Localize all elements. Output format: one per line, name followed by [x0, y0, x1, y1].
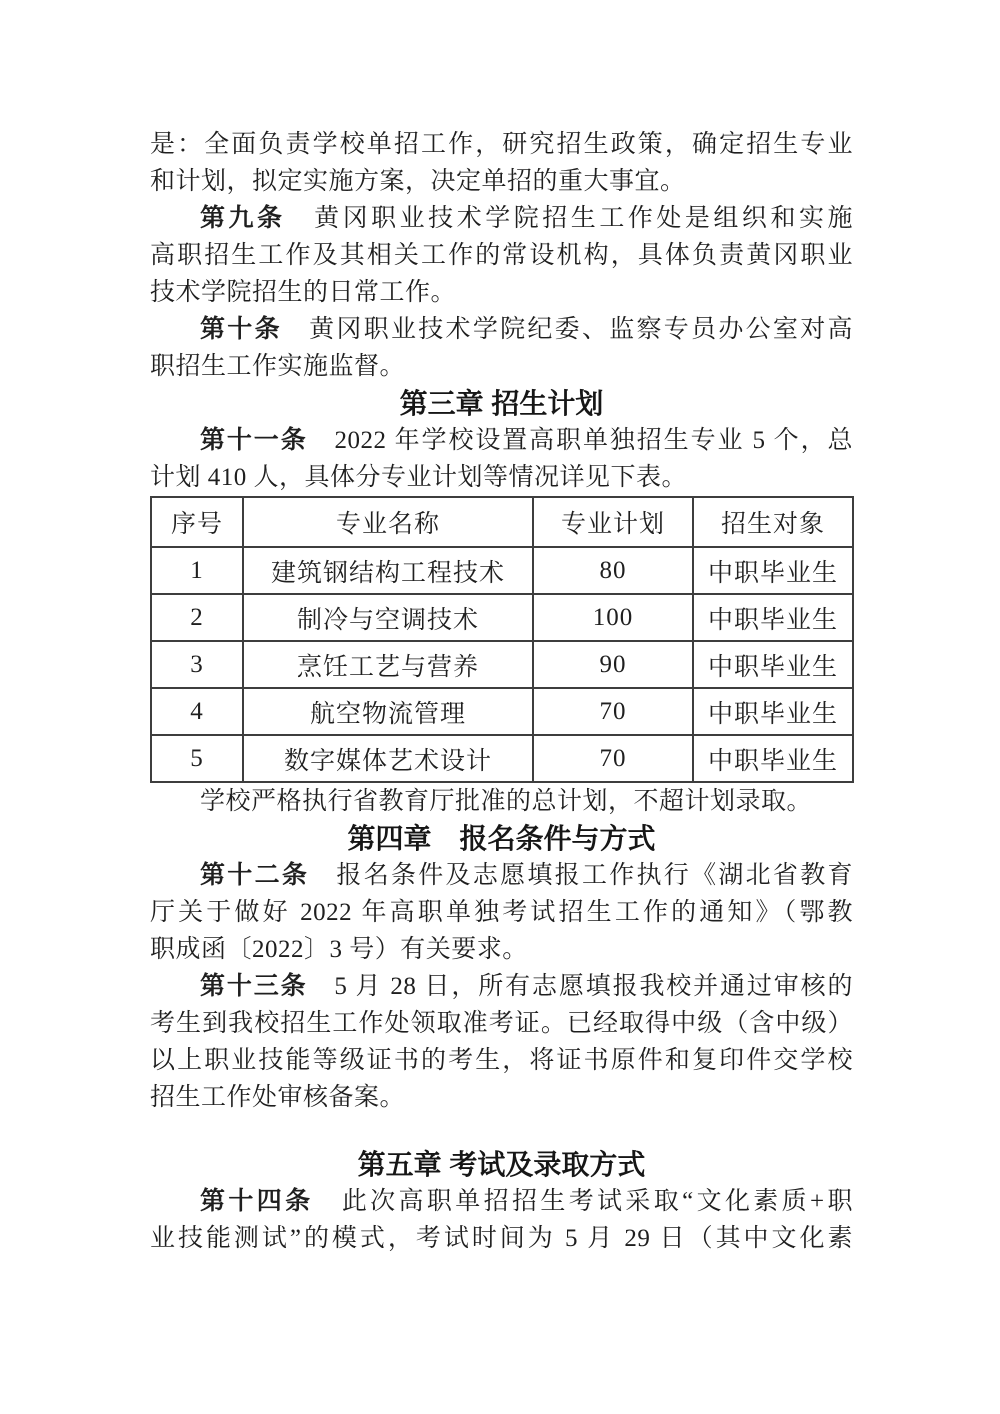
text-line: 考生到我校招生工作处领取准考证。已经取得中级（含中级） [150, 1010, 853, 1037]
table-row [151, 547, 853, 594]
text-line: 第十四条 此次高职单招招生考试采取“文化素质+职 [200, 1187, 853, 1215]
spacer [150, 1116, 853, 1146]
enrollment-plan-table [150, 496, 854, 783]
col-header-target: 招生对象 [693, 497, 853, 547]
cell-major-name: 烹饪工艺与营养 [243, 641, 533, 688]
cell-plan: 70 [533, 688, 693, 735]
text-line: 高职招生工作及其相关工作的常设机构，具体负责黄冈职业 [150, 242, 853, 269]
paragraph [150, 968, 853, 1116]
paragraph [150, 200, 853, 311]
text-line: 第十条 黄冈职业技术学院纪委、监察专员办公室对高 [200, 315, 853, 343]
cell-target: 中职毕业生 [693, 641, 853, 688]
text-line: 第十三条 5 月 28 日，所有志愿填报我校并通过审核的 [200, 972, 853, 1000]
col-header-plan: 专业计划 [533, 497, 693, 547]
article-number: 第十二条 [200, 861, 310, 889]
text-line: 职招生工作实施监督。 [150, 353, 406, 380]
paragraph [150, 1183, 853, 1257]
cell-index: 3 [151, 641, 243, 688]
cell-plan: 70 [533, 735, 693, 782]
text-line: 厅关于做好 2022 年高职单独考试招生工作的通知》（鄂教 [150, 899, 853, 926]
text-line: 第十一条 2022 年学校设置高职单独招生专业 5 个，总 [200, 426, 853, 454]
cell-index: 2 [151, 594, 243, 641]
text-line: 第九条 黄冈职业技术学院招生工作处是组织和实施 [200, 204, 853, 232]
cell-target: 中职毕业生 [693, 735, 853, 782]
chapter-heading: 第五章 考试及录取方式 [357, 1149, 646, 1180]
cell-target: 中职毕业生 [693, 688, 853, 735]
text-line: 学校严格执行省教育厅批准的总计划，不超计划录取。 [200, 788, 813, 815]
col-header-index: 序号 [151, 497, 243, 547]
col-header-major-name: 专业名称 [243, 497, 533, 547]
chapter-heading: 第四章 报名条件与方式 [347, 823, 656, 854]
paragraph [150, 783, 853, 820]
table-row [151, 594, 853, 641]
content-after-table [150, 783, 853, 1257]
cell-index: 5 [151, 735, 243, 782]
paragraph [150, 422, 853, 496]
table-row [151, 735, 853, 782]
table-row [151, 688, 853, 735]
text-line: 技术学院招生的日常工作。 [150, 279, 457, 306]
cell-target: 中职毕业生 [693, 547, 853, 594]
paragraph [150, 126, 853, 200]
cell-index: 4 [151, 688, 243, 735]
article-number: 第九条 [200, 204, 286, 232]
article-number: 第十三条 [200, 972, 308, 1000]
text-line: 职成函〔2022〕3 号）有关要求。 [150, 936, 528, 963]
cell-index: 1 [151, 547, 243, 594]
text-line: 是：全面负责学校单招工作，研究招生政策，确定招生专业 [150, 131, 853, 158]
content-before-table [150, 126, 853, 496]
text-line: 计划 410 人，具体分专业计划等情况详见下表。 [150, 464, 688, 491]
table-header-row [151, 497, 853, 547]
article-number: 第十四条 [200, 1187, 314, 1215]
cell-major-name: 航空物流管理 [243, 688, 533, 735]
cell-plan: 80 [533, 547, 693, 594]
plan-table-body [151, 547, 853, 782]
text-line: 以上职业技能等级证书的考生，将证书原件和复印件交学校 [150, 1047, 853, 1074]
cell-major-name: 建筑钢结构工程技术 [243, 547, 533, 594]
cell-plan: 100 [533, 594, 693, 641]
text-line: 招生工作处审核备案。 [150, 1084, 406, 1111]
article-number: 第十条 [200, 315, 282, 343]
cell-target: 中职毕业生 [693, 594, 853, 641]
text-line: 和计划，拟定实施方案，决定单招的重大事宜。 [150, 168, 686, 195]
paragraph [150, 311, 853, 385]
cell-major-name: 制冷与空调技术 [243, 594, 533, 641]
cell-plan: 90 [533, 641, 693, 688]
table-row [151, 641, 853, 688]
cell-major-name: 数字媒体艺术设计 [243, 735, 533, 782]
paragraph [150, 857, 853, 968]
chapter-heading: 第三章 招生计划 [399, 388, 604, 419]
text-line: 第十二条 报名条件及志愿填报工作执行《湖北省教育 [200, 861, 853, 889]
article-number: 第十一条 [200, 426, 308, 454]
text-line: 业技能测试”的模式，考试时间为 5 月 29 日（其中文化素 [150, 1225, 853, 1252]
